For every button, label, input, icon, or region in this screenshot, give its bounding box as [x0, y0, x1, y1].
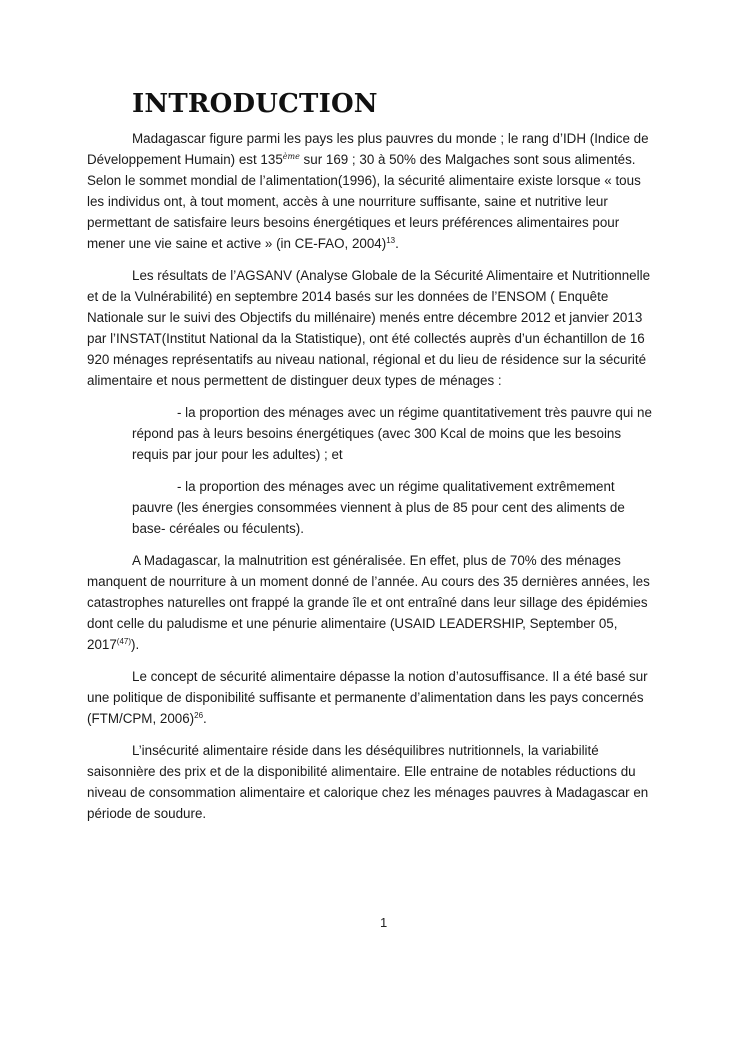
paragraph-concept-tail: .	[203, 711, 207, 726]
page-number: 1	[380, 915, 388, 930]
paragraph-concept	[87, 666, 659, 729]
paragraph-malnutrition	[87, 550, 659, 655]
paragraph-insecurity: L’insécurité alimentaire réside dans les déséquilibres nutritionnels, la variabilité saisonnière des prix et de la disponibilité alimentaire. Elle entraine de notables réductions du niveau de consommation alimentaire et calorique chez les ménages pauvres à Madagascar en période de soudure.	[87, 743, 649, 821]
paragraph-idh-text-b: sur 169 ; 30 à 50% des Malgaches sont sous alimentés. Selon le sommet mondial de l’alimentation(1996), la sécurité alimentaire existe lorsque « tous les individus ont, à tout moment, accès à une nourriture suffisante, saine et nutritive leur permettant de satisfaire leurs besoins énergétiques et leurs préférences alimentaires pour mener une vie saine et active » (in CE-FAO, 2004)	[87, 152, 641, 251]
paragraph-agsanv: Les résultats de l’AGSANV (Analyse Globale de la Sécurité Alimentaire et Nutritionnelle et de la Vulnérabilité) en septembre 2014 basés sur les données de l’ENSOM ( Enquête Nationale sur le suivi des Objectifs du millénaire) menés entre décembre 2012 et janvier 2013 par l’INSTAT(Institut National da la Statistique), ont été collectés auprès d’un échantillon de 16 920 ménages représentatifs au niveau national, régional et du lieu de résidence sur la sécurité alimentaire et nous permettent de distinguer deux types de ménages :	[87, 268, 651, 388]
paragraph-malnutrition-text: A Madagascar, la malnutrition est généralisée. En effet, plus de 70% des ménages manquent de nourriture à un moment donné de l’année. Au cours des 35 dernières années, les catastrophes naturelles ont frappé la grande île et ont entraîné dans leur sillage des épidémies dont celle du paludisme et une pénurie alimentaire (USAID LEADERSHIP, September 05, 2017	[87, 553, 650, 652]
paragraph-idh	[87, 128, 659, 254]
household-types-list	[132, 402, 659, 539]
page-title: INTRODUCTION	[132, 89, 378, 119]
paragraph-concept-text: Le concept de sécurité alimentaire dépasse la notion d’autosuffisance. Il a été basé sur une politique de disponibilité suffisante et permanente d’alimentation dans les pays concernés (FTM/CPM, 2006)	[87, 669, 648, 726]
footnote-ref-13: 13	[386, 236, 396, 245]
paragraph-malnutrition-tail: ).	[131, 637, 140, 652]
footnote-ref-26: 26	[194, 711, 204, 720]
footnote-ref-47: (47)	[116, 637, 132, 646]
idh-rank: 135	[260, 152, 283, 167]
idh-rank-suffix: ème	[282, 152, 300, 161]
list-item: - la proportion des ménages avec un régime qualitativement extrêmement pauvre (les énergies consommées viennent à plus de 85 pour cent des aliments de base- céréales ou féculents).	[132, 479, 625, 536]
document-body	[87, 128, 659, 835]
list-item: - la proportion des ménages avec un régime quantitativement très pauvre qui ne répond pas à leurs besoins énergétiques (avec 300 Kcal de moins que les besoins requis par jour pour les adultes) ; et	[132, 405, 652, 462]
paragraph-idh-text-a: Madagascar figure parmi les pays les plus pauvres du monde ; le rang d’IDH (Indice de Développement Humain) est	[87, 131, 649, 167]
paragraph-idh-text-c: .	[395, 236, 399, 251]
